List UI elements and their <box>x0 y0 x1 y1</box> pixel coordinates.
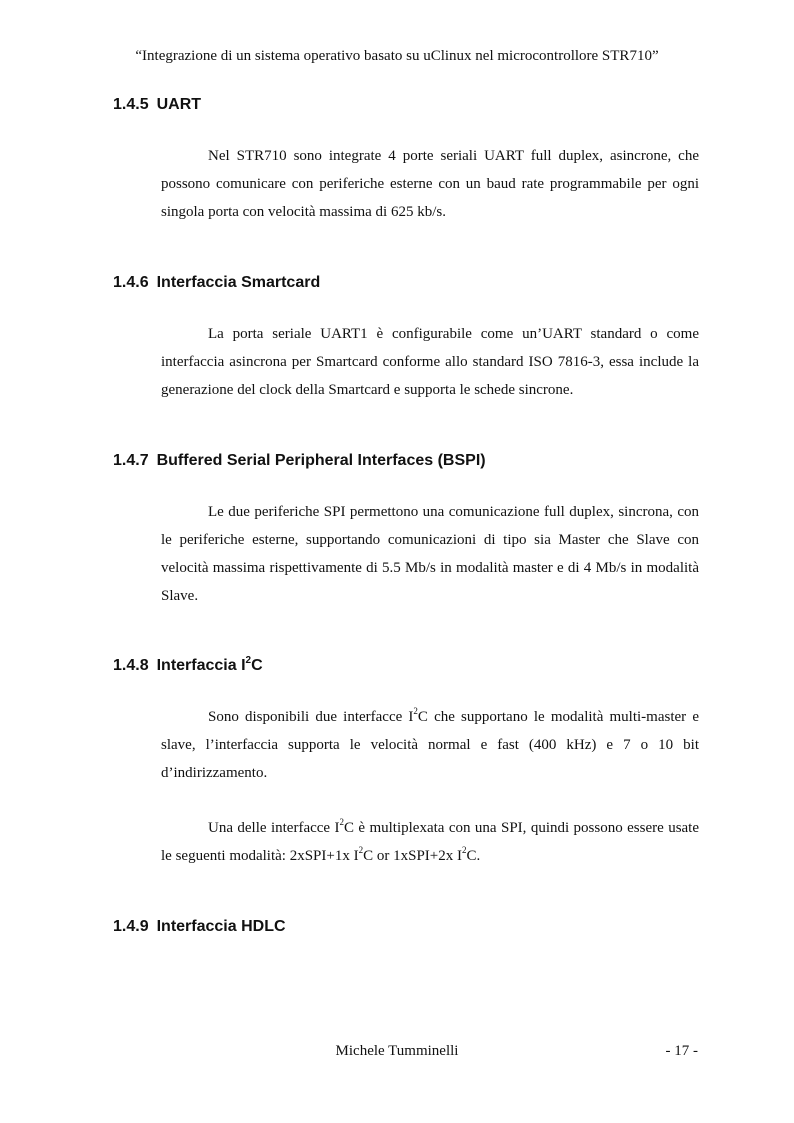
text-run: C è multiplexata con una SPI, quindi possono essere usate le seguenti modalità: 2xSPI+1x I <box>161 820 700 864</box>
text-run: C che supportano le modalità multi-master e slave, l’interfaccia supporta le velocità normal e fast (400 kHz) e 7 o 10 bit d’indirizzamento. <box>161 709 699 781</box>
text-run: C or 1xSPI+2x I <box>363 848 462 864</box>
text-run: C. <box>466 848 481 864</box>
section-heading-uart <box>113 95 201 115</box>
footer-page-number: - 17 - <box>665 1043 698 1059</box>
footer-author: Michele Tumminelli <box>335 1043 459 1059</box>
section-number: 1.4.8 <box>113 657 149 674</box>
text-run: Sono disponibili due interfacce I <box>208 709 414 725</box>
section-heading-i2c <box>113 656 263 676</box>
superscript: 2 <box>358 845 364 855</box>
section-number: 1.4.6 <box>113 274 149 291</box>
section-heading-hdlc <box>113 917 286 937</box>
superscript: 2 <box>462 845 467 855</box>
section-heading-smartcard <box>113 273 320 293</box>
section-heading-bspi <box>113 451 486 471</box>
section-title: Interfaccia HDLC <box>156 918 286 935</box>
section-number: 1.4.9 <box>113 918 149 935</box>
section-number: 1.4.5 <box>113 96 149 113</box>
paragraph-i2c-2 <box>161 814 699 870</box>
text-run: Una delle interfacce I <box>208 820 340 836</box>
running-header: “Integrazione di un sistema operativo basato su uClinux nel microcontrollore STR710” <box>135 48 659 64</box>
superscript: 2 <box>245 654 252 666</box>
paragraph-uart: Nel STR710 sono integrate 4 porte seriali UART full duplex, asincrone, che possono comunicare con periferiche esterne con un baud rate programmabile per ogni singola porta con velocità massima di 625 kb/s. <box>161 148 699 220</box>
section-title: UART <box>156 96 202 113</box>
section-title: Buffered Serial Peripheral Interfaces (BSPI) <box>156 452 486 469</box>
section-title: Interfaccia Smartcard <box>156 274 321 291</box>
superscript: 2 <box>339 817 344 827</box>
section-title-post: C <box>251 657 263 674</box>
paragraph-i2c-1 <box>161 703 699 787</box>
paragraph-bspi: Le due periferiche SPI permettono una comunicazione full duplex, sincrona, con le periferiche esterne, supportando comunicazioni di tipo sia Master che Slave con velocità massima rispettivamente di 5.5 Mb/s in modalità master e di 4 Mb/s in modalità Slave. <box>161 504 699 604</box>
section-title-pre: Interfaccia I <box>156 657 246 674</box>
superscript: 2 <box>413 706 418 716</box>
section-number: 1.4.7 <box>113 452 149 469</box>
paragraph-smartcard: La porta seriale UART1 è configurabile come un’UART standard o come interfaccia asincrona per Smartcard conforme allo standard ISO 7816-3, essa include la generazione del clock della Smartcard e supporta le schede sincrone. <box>161 326 699 398</box>
